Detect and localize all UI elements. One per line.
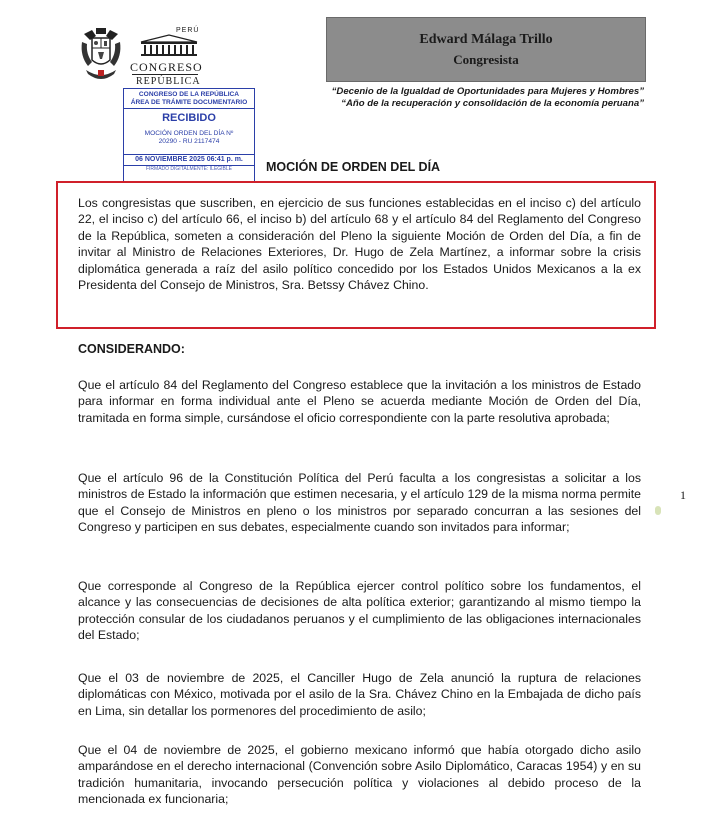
stamp-mocion-label: MOCIÓN ORDEN DEL DÍA Nº xyxy=(144,130,234,137)
logo-republica-text: REPÚBLICA xyxy=(136,76,201,87)
considerando-paragraph-2: Que el artículo 96 de la Constitución Política del Perú faculta a los congresistas a solicitar a los ministros de Estado la información que estimen necesaria, y el artículo 129 de la misma norma permite que el Consejo de Ministros en pleno o los ministros por separado concurran a las sesiones del Congreso y participen en sus debates, especialmente cuando son invitados para informar; xyxy=(78,471,641,535)
congress-building-icon xyxy=(137,34,201,56)
official-mottos xyxy=(300,86,644,110)
congresista-name-box xyxy=(326,17,646,82)
stamp-signature: FIRMADO DIGITALMENTE: ILEGIBLE xyxy=(145,166,233,172)
congresista-name: Edward Málaga Trillo xyxy=(419,31,553,47)
intro-paragraph: Los congresistas que suscriben, en ejercicio de sus funciones establecidas en el inciso c) del artículo 22, el inciso c) del artículo 66, el inciso b) del artículo 68 y el artículo 84 del Reglamento del Congreso de la República, someten a consideración del Pleno la siguiente Moción de Orden del Día, a fin de invitar al Ministro de Relaciones Exteriores, Dr. Hugo de Zela Martínez, a informar sobre la crisis diplomática generada a raíz del asilo político concedido por los Estados Unidos Mexicanos a la ex Presidenta del Consejo de Ministros, Sra. Betssy Chávez Chino. xyxy=(78,196,641,293)
stamp-date: 06 NOVIEMBRE 2025 06:41 p. m. xyxy=(124,154,254,166)
scan-speck xyxy=(655,506,661,515)
stamp-status: RECIBIDO xyxy=(162,112,216,124)
anio-motto: “Año de la recuperación y consolidación de la economía peruana” xyxy=(341,98,644,109)
document-title: MOCIÓN DE ORDEN DEL DÍA xyxy=(266,160,441,174)
congresista-role: Congresista xyxy=(453,51,519,67)
decenio-motto: “Decenio de la Igualdad de Oportunidades para Mujeres y Hombres” xyxy=(331,86,644,97)
logo-congreso-text: CONGRESO xyxy=(130,60,203,74)
received-stamp xyxy=(123,88,255,182)
page-number: 1 xyxy=(680,488,686,502)
coat-of-arms-icon xyxy=(78,26,124,86)
considerando-heading: CONSIDERANDO: xyxy=(78,342,185,356)
considerando-paragraph-1: Que el artículo 84 del Reglamento del Congreso establece que la invitación a los ministros de Estado para informar en forma individual ante el Pleno se acuerda mediante Moción de Orden del Día, tramitada en forma simple, cursándose el oficio correspondiente con la parte resolutiva aprobada; xyxy=(78,378,641,425)
stamp-number: 20290 - RU 2117474 xyxy=(158,138,220,145)
stamp-institution: CONGRESO DE LA REPÚBLICA xyxy=(138,91,240,98)
stamp-area: ÁREA DE TRÁMITE DOCUMENTARIO xyxy=(124,99,254,109)
logo-divider xyxy=(132,74,198,75)
considerando-paragraph-4: Que el 03 de noviembre de 2025, el Canciller Hugo de Zela anunció la ruptura de relaciones diplomáticas con México, motivada por el asilo de la Sra. Chávez Chino en la Embajada de dicho país en Lima, sin detallar los pormenores del procedimiento de asilo; xyxy=(78,671,641,718)
peru-tag: PERÚ xyxy=(176,27,200,34)
considerando-paragraph-3: Que corresponde al Congreso de la República ejercer control político sobre los fundamentos, el alcance y las consecuencias de decisiones de alta política exterior; garantizando al mismo tiempo la protección consular de los ciudadanos peruanos y el cumplimiento de las obligaciones internacionales del Estado; xyxy=(78,579,641,643)
considerando-paragraph-5: Que el 04 de noviembre de 2025, el gobierno mexicano informó que había otorgado dicho asilo amparándose en el derecho internacional (Convención sobre Asilo Diplomático, Caracas 1954) y en su tradición humanitaria, invocando persecución política y violaciones al debido proceso de la mencionada ex funcionaria; xyxy=(78,743,641,807)
